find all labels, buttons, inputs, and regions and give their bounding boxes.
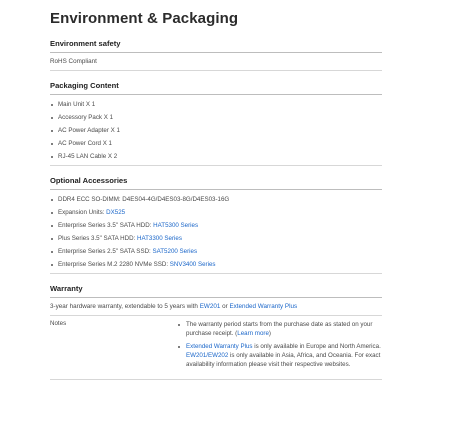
link-hat5300-series[interactable]: HAT5300 Series xyxy=(153,222,199,229)
packaging-content-list xyxy=(50,95,382,166)
list-item: Main Unit X 1 xyxy=(50,98,382,111)
list-item xyxy=(50,219,382,232)
list-item xyxy=(50,206,382,219)
notes-label: Notes xyxy=(50,320,67,327)
link-sat5200-series[interactable]: SAT5200 Series xyxy=(152,248,198,255)
accessory-text: Enterprise Series M.2 2280 NVMe SSD: xyxy=(58,261,170,268)
link-hat3300-series[interactable]: HAT3300 Series xyxy=(137,235,182,242)
notes-list xyxy=(174,320,382,373)
section-title-environment-safety: Environment safety xyxy=(50,39,382,53)
list-item xyxy=(50,193,382,206)
section-title-optional-accessories: Optional Accessories xyxy=(50,176,382,190)
packaging-content-section xyxy=(50,81,382,166)
list-item xyxy=(50,245,382,258)
warranty-notes-row xyxy=(50,316,382,380)
link-ew201[interactable]: EW201 xyxy=(199,303,221,310)
accessory-text: Plus Series 3.5" SATA HDD: xyxy=(58,235,137,242)
list-item: RJ-45 LAN Cable X 2 xyxy=(50,150,382,163)
environment-safety-section xyxy=(50,39,382,71)
list-item: Accessory Pack X 1 xyxy=(50,111,382,124)
note-item xyxy=(174,342,382,369)
link-extended-warranty-plus[interactable]: Extended Warranty Plus xyxy=(229,303,298,310)
warranty-summary xyxy=(50,298,382,316)
link-dx525[interactable]: DX525 xyxy=(106,209,126,216)
link-extended-warranty-plus-note[interactable]: Extended Warranty Plus xyxy=(186,343,253,350)
list-item: AC Power Adapter X 1 xyxy=(50,124,382,137)
warranty-text: 3-year hardware warranty, extendable to 5 years with xyxy=(50,303,200,310)
environment-safety-value: RoHS Compliant xyxy=(50,53,382,71)
note-item xyxy=(174,320,382,338)
link-learn-more[interactable]: Learn more xyxy=(237,330,269,337)
warranty-text: or xyxy=(220,303,230,310)
list-item: AC Power Cord X 1 xyxy=(50,137,382,150)
section-title-warranty: Warranty xyxy=(50,284,382,298)
accessory-text: Enterprise Series 2.5" SATA SSD: xyxy=(58,248,153,255)
list-item xyxy=(50,232,382,245)
accessory-text: Enterprise Series 3.5" SATA HDD: xyxy=(58,222,154,229)
list-item xyxy=(50,258,382,271)
note-text: is only available in Asia, Africa, and Oceania. For exact availability information please visit their respective websites. xyxy=(186,352,381,368)
optional-accessories-section xyxy=(50,176,382,274)
spec-page xyxy=(50,10,382,380)
page-title: Environment & Packaging xyxy=(50,10,239,27)
link-snv3400-series[interactable]: SNV3400 Series xyxy=(169,261,216,268)
note-text: ) xyxy=(268,330,271,337)
section-title-packaging-content: Packaging Content xyxy=(50,81,382,95)
link-ew201-ew202[interactable]: EW201/EW202 xyxy=(186,352,229,359)
note-text: The warranty period starts from the purchase date as stated on your purchase receipt. ( xyxy=(186,321,373,337)
note-text: is only available in Europe and North America. xyxy=(252,343,381,350)
accessory-text: DDR4 ECC SO-DIMM: D4ES04-4G/D4ES03-8G/D4ES03-16G xyxy=(58,196,230,203)
optional-accessories-list xyxy=(50,190,382,274)
warranty-section xyxy=(50,284,382,380)
accessory-text: Expansion Units: xyxy=(58,209,107,216)
